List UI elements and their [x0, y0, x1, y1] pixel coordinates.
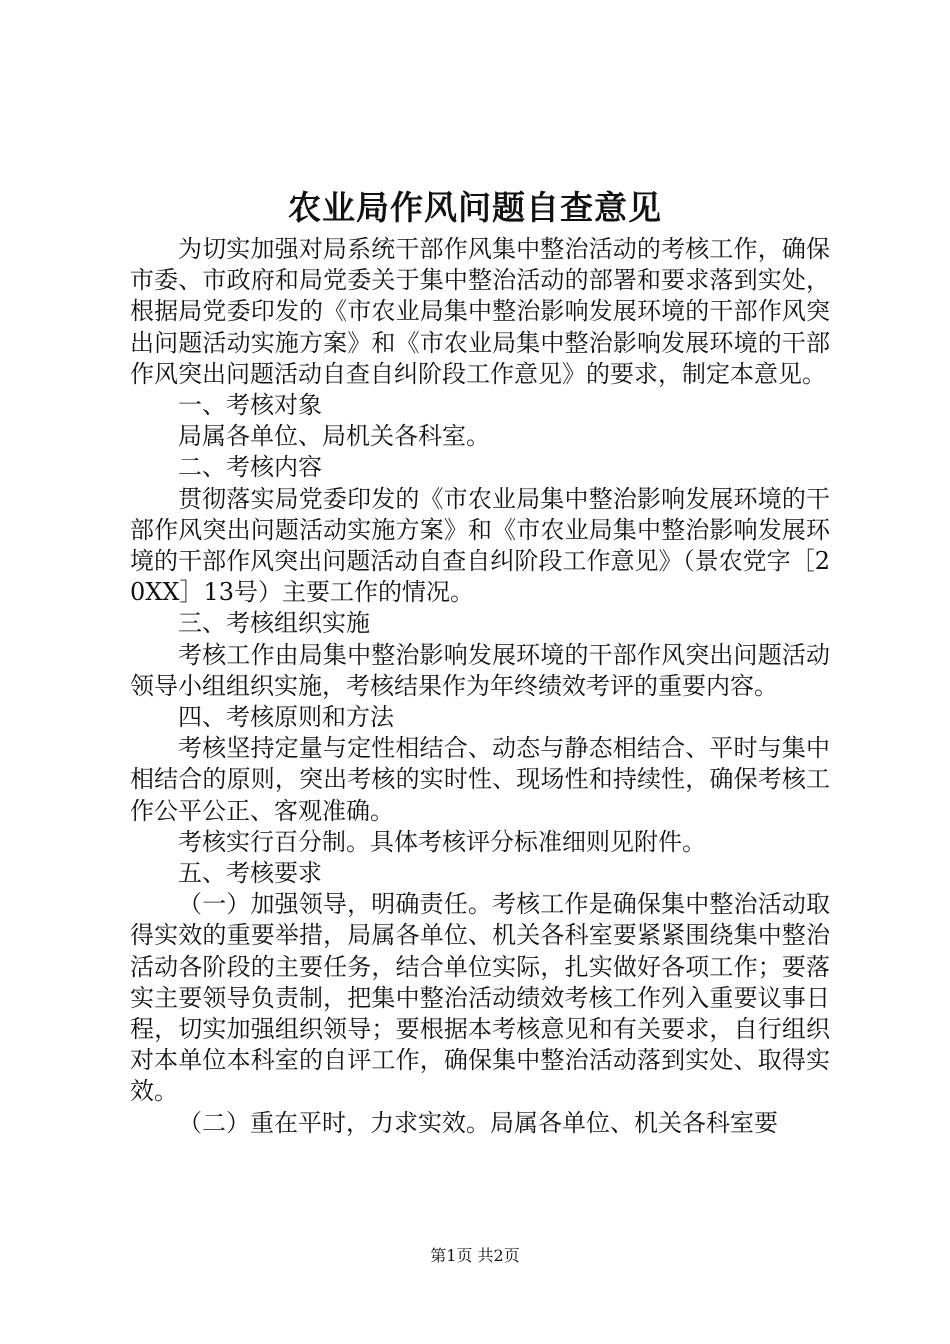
body-paragraph: （一）加强领导，明确责任。考核工作是确保集中整治活动取得实效的重要举措，局属各单位、机关各科室要紧紧围绕集中整治活动各阶段的主要任务，结合单位实际，扎实做好各项工作；要落实主要领导负责制，把集中整治活动绩效考核工作列入重要议事日程，切实加强组织领导；要根据本考核意见和有关要求，自行组织对本单位本科室的自评工作，确保集中整治活动落到实处、取得实效。 [130, 890, 830, 1106]
intro-paragraph: 为切实加强对局系统干部作风集中整治活动的考核工作，确保市委、市政府和局党委关于集中整治活动的部署和要求落到实处，根据局党委印发的《市农业局集中整治影响发展环境的干部作风突出问题活动实施方案》和《市农业局集中整治影响发展环境的干部作风突出问题活动自查自纠阶段工作意见》的要求，制定本意见。 [130, 235, 830, 388]
body-paragraph: 考核工作由局集中整治影响发展环境的干部作风突出问题活动领导小组组织实施，考核结果作为年终绩效考评的重要内容。 [130, 640, 830, 700]
body-paragraph: 考核实行百分制。具体考核评分标准细则见附件。 [178, 827, 706, 856]
body-paragraph: 局属各单位、局机关各科室。 [178, 422, 490, 451]
section-heading-1: 一、考核对象 [178, 391, 322, 420]
body-paragraph: 考核坚持定量与定性相结合、动态与静态相结合、平时与集中相结合的原则，突出考核的实时性、现场性和持续性，确保考核工作公平公正、客观准确。 [130, 734, 830, 825]
section-heading-5: 五、考核要求 [178, 859, 322, 888]
body-paragraph: 贯彻落实局党委印发的《市农业局集中整治影响发展环境的干部作风突出问题活动实施方案》和《市农业局集中整治影响发展环境的干部作风突出问题活动自查自纠阶段工作意见》（景农党字［20XX］13号）主要工作的情况。 [130, 484, 830, 607]
document-body [130, 234, 830, 1139]
section-heading-3: 三、考核组织实施 [178, 609, 370, 638]
section-heading-4: 四、考核原则和方法 [178, 703, 394, 732]
document-title: 农业局作风问题自查意见 [288, 188, 662, 227]
body-paragraph: （二）重在平时，力求实效。局属各单位、机关各科室要 [178, 1108, 778, 1137]
section-heading-2: 二、考核内容 [178, 453, 322, 482]
page-number-footer: 第1页 共2页 [430, 1246, 520, 1265]
